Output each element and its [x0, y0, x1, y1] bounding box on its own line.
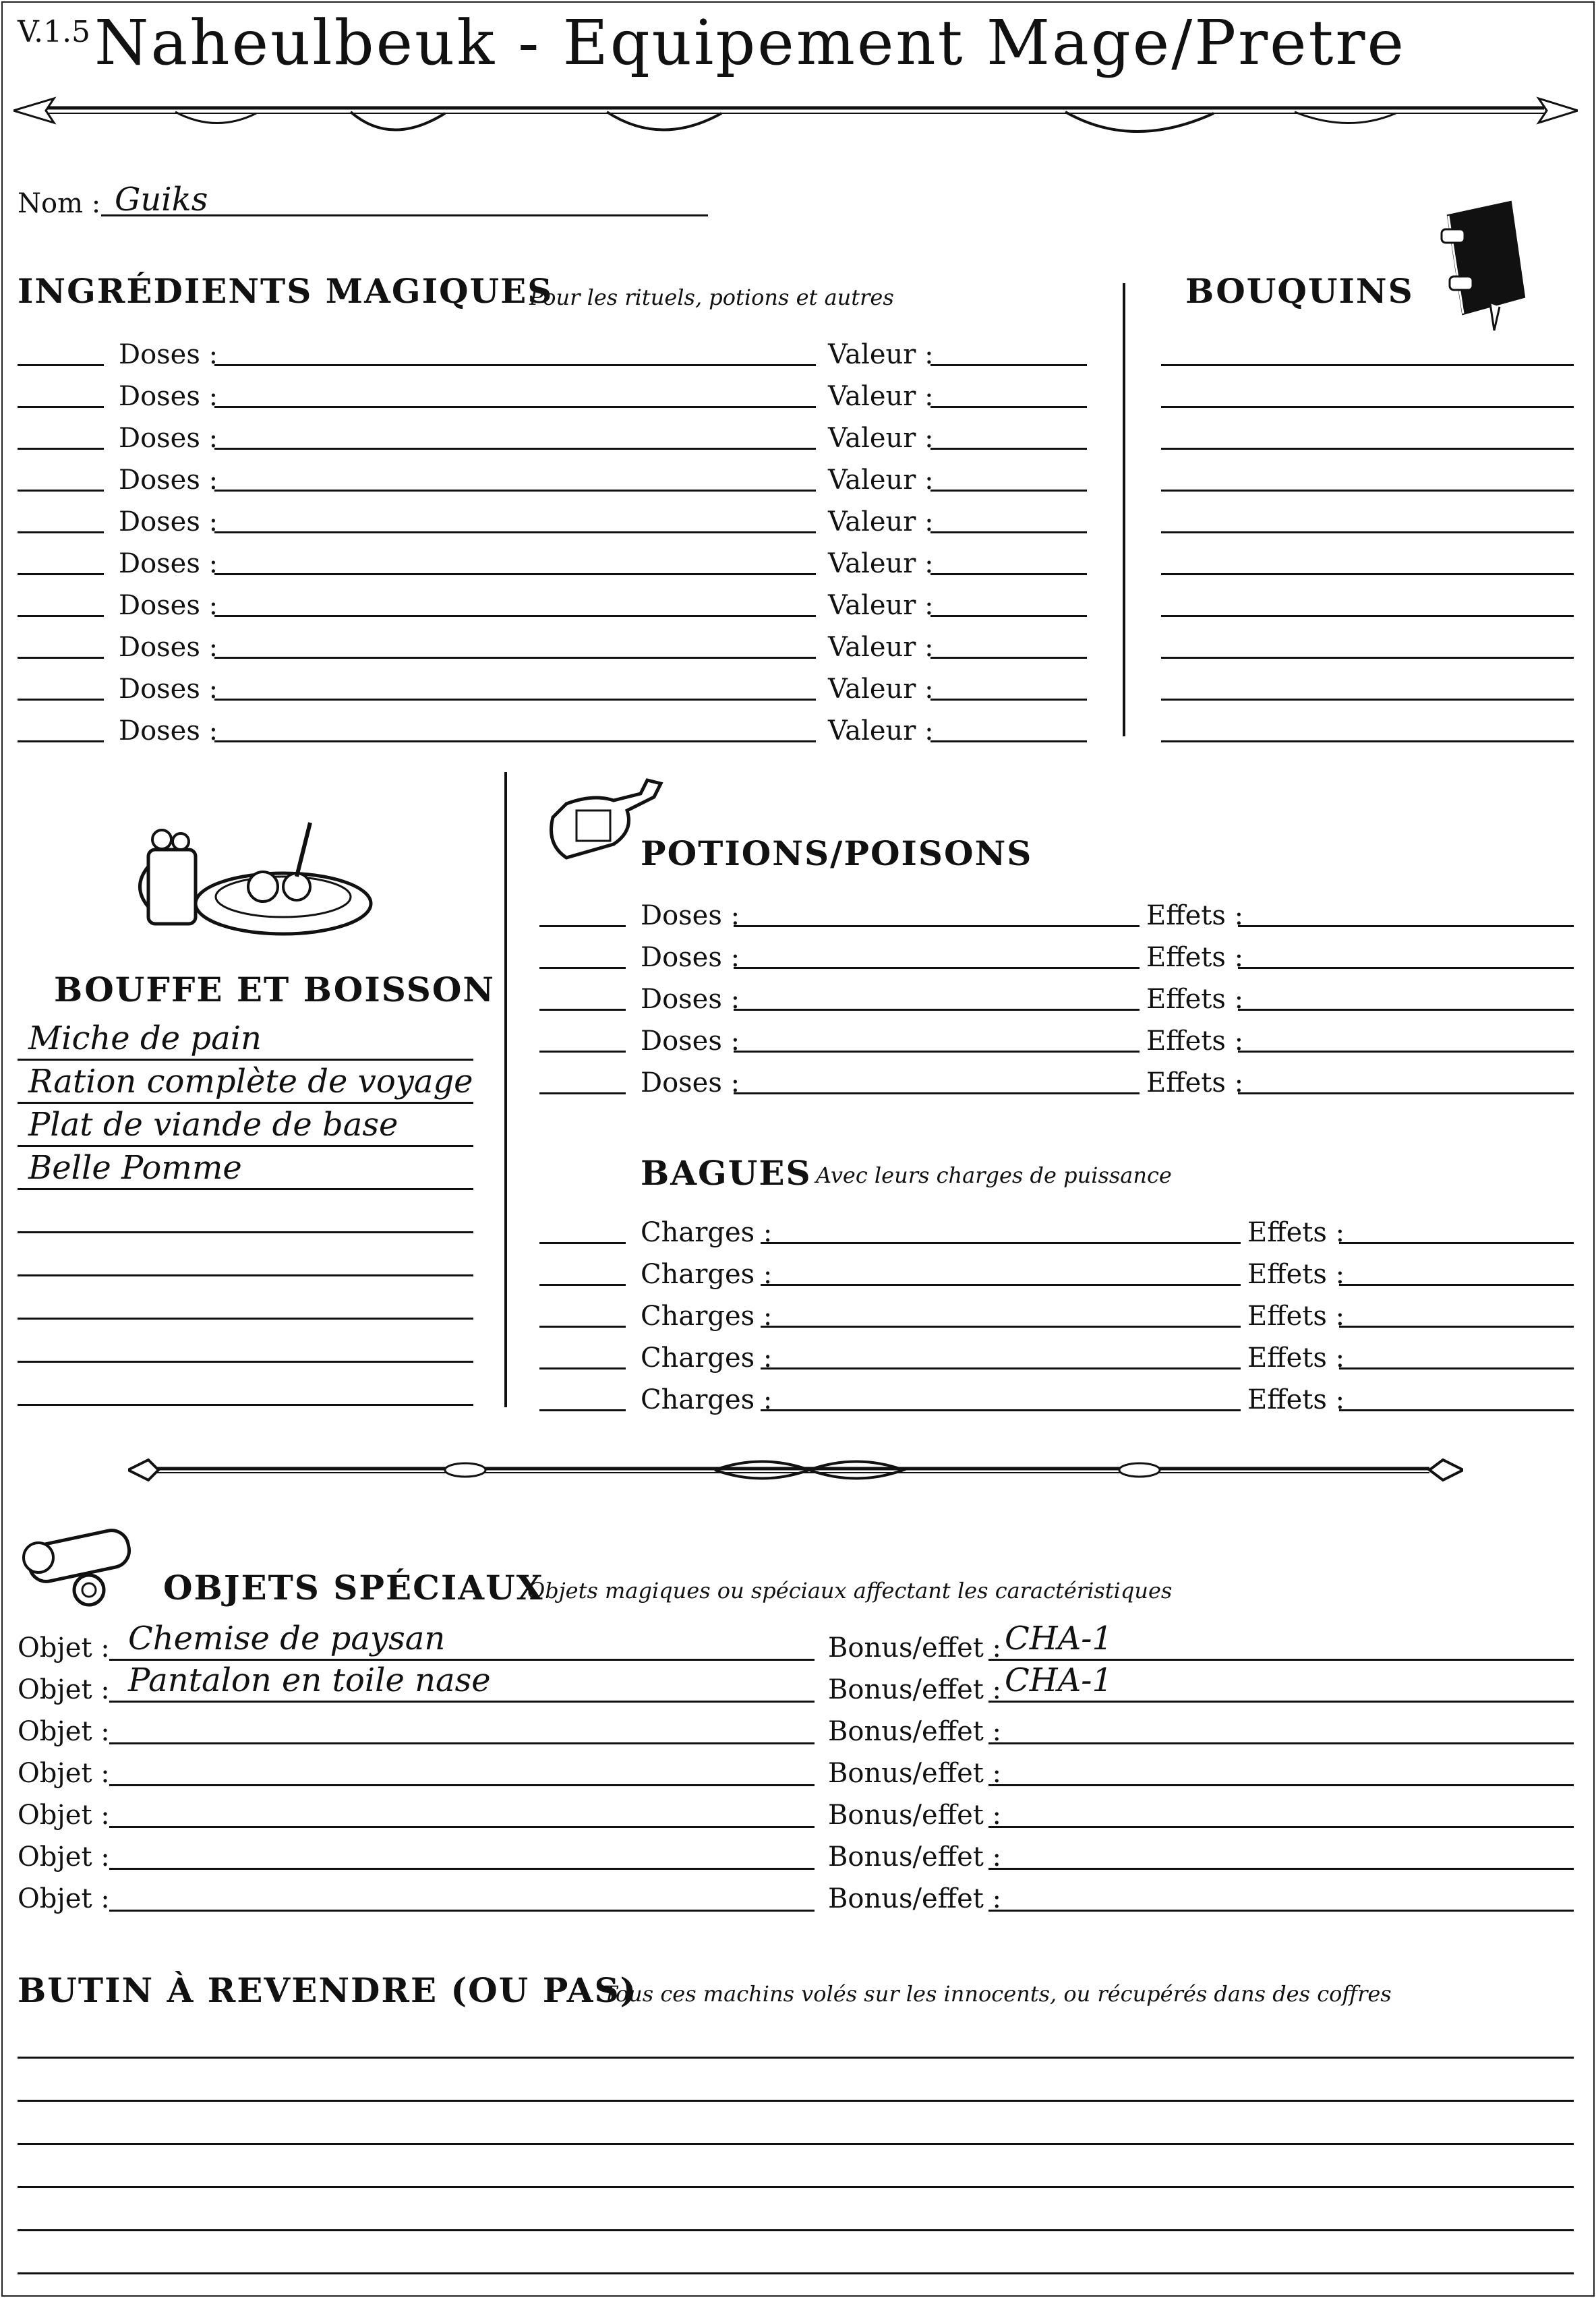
- doses-label: Doses :: [119, 548, 218, 579]
- ingredient-qty-field[interactable]: [18, 573, 104, 575]
- bouquin-field[interactable]: [1161, 657, 1574, 659]
- potion-name-field[interactable]: [734, 1009, 1140, 1011]
- wand-divider-icon: [128, 1450, 1463, 1490]
- doses-label: Doses :: [119, 632, 218, 663]
- bonus-field[interactable]: [988, 1868, 1574, 1870]
- butin-field[interactable]: [18, 2057, 1574, 2059]
- butin-field[interactable]: [18, 2143, 1574, 2145]
- valeur-label: Valeur :: [828, 506, 934, 537]
- objet-value: Pantalon en toile nase: [128, 1661, 491, 1699]
- bonus-label: Bonus/effet :: [828, 1716, 1002, 1747]
- ingredient-value-field[interactable]: [930, 740, 1087, 742]
- ingredient-qty-field[interactable]: [18, 531, 104, 533]
- effets-label: Effets :: [1146, 1067, 1244, 1098]
- ingredient-name-field[interactable]: [214, 740, 816, 742]
- bouquin-field[interactable]: [1161, 740, 1574, 742]
- potion-name-field[interactable]: [734, 925, 1140, 927]
- objet-value: Chemise de paysan: [128, 1620, 446, 1657]
- book-icon: [1436, 196, 1537, 337]
- bagues-heading: BAGUES: [641, 1153, 812, 1193]
- bouffe-field[interactable]: [18, 1274, 473, 1276]
- effets-label: Effets :: [1247, 1259, 1345, 1290]
- bouquin-field[interactable]: [1161, 531, 1574, 533]
- potion-qty-field[interactable]: [539, 967, 626, 969]
- bague-qty-field[interactable]: [539, 1367, 626, 1369]
- bouffe-item: Ration complète de voyage: [28, 1063, 473, 1100]
- potion-qty-field[interactable]: [539, 1092, 626, 1094]
- objets-subtitle: Objets magiques ou spéciaux affectant les caractéristiques: [527, 1578, 1173, 1603]
- butin-field[interactable]: [18, 2186, 1574, 2188]
- ingredient-name-field[interactable]: [214, 364, 816, 366]
- bouquin-field[interactable]: [1161, 490, 1574, 492]
- ingredient-qty-field[interactable]: [18, 406, 104, 408]
- bouffe-field[interactable]: [18, 1231, 473, 1233]
- ingredient-value-field[interactable]: [930, 406, 1087, 408]
- bague-name-field[interactable]: [761, 1326, 1241, 1328]
- bonus-label: Bonus/effet :: [828, 1800, 1002, 1831]
- potion-name-field[interactable]: [734, 1051, 1140, 1053]
- ingredients-subtitle: Pour les rituels, potions et autres: [529, 285, 894, 310]
- name-label: Nom :: [18, 188, 101, 219]
- bonus-field[interactable]: [988, 1659, 1574, 1661]
- valeur-label: Valeur :: [828, 423, 934, 454]
- ingredient-value-field[interactable]: [930, 531, 1087, 533]
- bague-name-field[interactable]: [761, 1367, 1241, 1369]
- doses-label: Doses :: [119, 381, 218, 412]
- name-value: Guiks: [115, 181, 208, 218]
- bouffe-heading: BOUFFE ET BOISSON: [54, 970, 496, 1009]
- valeur-label: Valeur :: [828, 465, 934, 496]
- charges-label: Charges :: [641, 1217, 773, 1248]
- effets-label: Effets :: [1146, 984, 1244, 1015]
- bouffe-field[interactable]: [18, 1102, 473, 1104]
- potion-effect-field[interactable]: [1238, 1009, 1574, 1011]
- potion-effect-field[interactable]: [1238, 925, 1574, 927]
- objet-field[interactable]: [109, 1659, 815, 1661]
- potion-name-field[interactable]: [734, 1092, 1140, 1094]
- ingredients-separator: [1123, 283, 1125, 736]
- ingredient-value-field[interactable]: [930, 699, 1087, 701]
- doses-label: Doses :: [119, 465, 218, 496]
- bouquin-field[interactable]: [1161, 448, 1574, 450]
- butin-heading: BUTIN À REVENDRE (OU PAS): [18, 1970, 638, 2010]
- ingredient-qty-field[interactable]: [18, 448, 104, 450]
- valeur-label: Valeur :: [828, 674, 934, 705]
- objet-field[interactable]: [109, 1868, 815, 1870]
- butin-field[interactable]: [18, 2272, 1574, 2274]
- butin-field[interactable]: [18, 2229, 1574, 2231]
- ingredients-heading: INGRÉDIENTS MAGIQUES: [18, 271, 554, 311]
- valeur-label: Valeur :: [828, 548, 934, 579]
- bague-qty-field[interactable]: [539, 1409, 626, 1411]
- effets-label: Effets :: [1146, 900, 1244, 931]
- objet-field[interactable]: [109, 1910, 815, 1912]
- ingredient-qty-field[interactable]: [18, 740, 104, 742]
- effets-label: Effets :: [1146, 1026, 1244, 1057]
- potion-effect-field[interactable]: [1238, 1092, 1574, 1094]
- valeur-label: Valeur :: [828, 715, 934, 746]
- ingredient-qty-field[interactable]: [18, 699, 104, 701]
- charges-label: Charges :: [641, 1343, 773, 1374]
- bouffe-separator: [504, 772, 507, 1407]
- bouquin-field[interactable]: [1161, 699, 1574, 701]
- bouffe-field[interactable]: [18, 1059, 473, 1061]
- bonus-value: CHA-1: [1005, 1620, 1113, 1657]
- bagues-subtitle: Avec leurs charges de puissance: [816, 1162, 1172, 1188]
- bonus-field[interactable]: [988, 1701, 1574, 1703]
- doses-label: Doses :: [119, 423, 218, 454]
- objets-heading: OBJETS SPÉCIAUX: [163, 1568, 544, 1608]
- bague-name-field[interactable]: [761, 1284, 1241, 1286]
- objet-label: Objet :: [18, 1758, 110, 1789]
- food-icon: [135, 802, 378, 944]
- bouffe-field[interactable]: [18, 1145, 473, 1147]
- butin-field[interactable]: [18, 2100, 1574, 2102]
- potion-name-field[interactable]: [734, 967, 1140, 969]
- ingredient-name-field[interactable]: [214, 699, 816, 701]
- bouquin-field[interactable]: [1161, 615, 1574, 617]
- objet-label: Objet :: [18, 1800, 110, 1831]
- potion-effect-field[interactable]: [1238, 1051, 1574, 1053]
- objet-label: Objet :: [18, 1883, 110, 1914]
- bonus-field[interactable]: [988, 1742, 1574, 1744]
- potion-qty-field[interactable]: [539, 925, 626, 927]
- bague-qty-field[interactable]: [539, 1284, 626, 1286]
- ingredient-qty-field[interactable]: [18, 490, 104, 492]
- bague-effect-field[interactable]: [1339, 1326, 1574, 1328]
- doses-label: Doses :: [641, 984, 740, 1015]
- bouffe-item: Plat de viande de base: [28, 1106, 398, 1144]
- bouquin-field[interactable]: [1161, 573, 1574, 575]
- bague-effect-field[interactable]: [1339, 1367, 1574, 1369]
- doses-label: Doses :: [641, 1026, 740, 1057]
- bouquin-field[interactable]: [1161, 364, 1574, 366]
- bouquins-heading: BOUQUINS: [1185, 271, 1414, 311]
- bouffe-field[interactable]: [18, 1188, 473, 1190]
- bouquin-field[interactable]: [1161, 406, 1574, 408]
- bonus-label: Bonus/effet :: [828, 1758, 1002, 1789]
- potion-effect-field[interactable]: [1238, 967, 1574, 969]
- bonus-label: Bonus/effet :: [828, 1674, 1002, 1705]
- bague-name-field[interactable]: [761, 1242, 1241, 1244]
- objet-field[interactable]: [109, 1784, 815, 1786]
- bonus-label: Bonus/effet :: [828, 1632, 1002, 1663]
- ingredient-name-field[interactable]: [214, 448, 816, 450]
- potion-qty-field[interactable]: [539, 1009, 626, 1011]
- effets-label: Effets :: [1146, 942, 1244, 973]
- objet-label: Objet :: [18, 1716, 110, 1747]
- objet-field[interactable]: [109, 1742, 815, 1744]
- butin-subtitle: Tous ces machins volés sur les innocents, ou récupérés dans des coffres: [603, 1981, 1392, 2007]
- doses-label: Doses :: [119, 506, 218, 537]
- bouffe-item: Miche de pain: [28, 1020, 262, 1057]
- objet-field[interactable]: [109, 1826, 815, 1828]
- bouffe-field[interactable]: [18, 1404, 473, 1406]
- ingredient-value-field[interactable]: [930, 615, 1087, 617]
- ingredient-value-field[interactable]: [930, 573, 1087, 575]
- objet-label: Objet :: [18, 1674, 110, 1705]
- potion-qty-field[interactable]: [539, 1051, 626, 1053]
- version-label: V.1.5: [18, 15, 91, 49]
- doses-label: Doses :: [641, 942, 740, 973]
- doses-label: Doses :: [641, 900, 740, 931]
- doses-label: Doses :: [119, 339, 218, 370]
- bouffe-field[interactable]: [18, 1318, 473, 1320]
- objet-label: Objet :: [18, 1632, 110, 1663]
- bague-name-field[interactable]: [761, 1409, 1241, 1411]
- effets-label: Effets :: [1247, 1301, 1345, 1332]
- ingredient-name-field[interactable]: [214, 615, 816, 617]
- bonus-field[interactable]: [988, 1784, 1574, 1786]
- bonus-field[interactable]: [988, 1910, 1574, 1912]
- ingredient-value-field[interactable]: [930, 490, 1087, 492]
- effets-label: Effets :: [1247, 1384, 1345, 1415]
- bague-effect-field[interactable]: [1339, 1242, 1574, 1244]
- effets-label: Effets :: [1247, 1343, 1345, 1374]
- potions-heading: POTIONS/POISONS: [641, 833, 1033, 873]
- objet-label: Objet :: [18, 1842, 110, 1873]
- ingredient-name-field[interactable]: [214, 531, 816, 533]
- ingredient-value-field[interactable]: [930, 448, 1087, 450]
- ingredient-qty-field[interactable]: [18, 615, 104, 617]
- ingredient-qty-field[interactable]: [18, 364, 104, 366]
- bague-qty-field[interactable]: [539, 1242, 626, 1244]
- valeur-label: Valeur :: [828, 590, 934, 621]
- ingredient-value-field[interactable]: [930, 364, 1087, 366]
- valeur-label: Valeur :: [828, 339, 934, 370]
- ingredient-qty-field[interactable]: [18, 657, 104, 659]
- doses-label: Doses :: [119, 715, 218, 746]
- bague-effect-field[interactable]: [1339, 1284, 1574, 1286]
- ingredient-name-field[interactable]: [214, 657, 816, 659]
- doses-label: Doses :: [641, 1067, 740, 1098]
- valeur-label: Valeur :: [828, 632, 934, 663]
- bonus-field[interactable]: [988, 1826, 1574, 1828]
- ingredient-value-field[interactable]: [930, 657, 1087, 659]
- scroll-ring-icon: [15, 1510, 156, 1612]
- bonus-value: CHA-1: [1005, 1661, 1113, 1699]
- charges-label: Charges :: [641, 1301, 773, 1332]
- objet-field[interactable]: [109, 1701, 815, 1703]
- charges-label: Charges :: [641, 1384, 773, 1415]
- staff-divider-icon: [13, 86, 1578, 147]
- bouffe-item: Belle Pomme: [28, 1149, 242, 1187]
- page-title: Naheulbeuk - Equipement Mage/Pretre: [94, 7, 1406, 79]
- bague-qty-field[interactable]: [539, 1326, 626, 1328]
- ingredient-name-field[interactable]: [214, 490, 816, 492]
- valeur-label: Valeur :: [828, 381, 934, 412]
- bague-effect-field[interactable]: [1339, 1409, 1574, 1411]
- doses-label: Doses :: [119, 674, 218, 705]
- ingredient-name-field[interactable]: [214, 406, 816, 408]
- ingredient-name-field[interactable]: [214, 573, 816, 575]
- doses-label: Doses :: [119, 590, 218, 621]
- bonus-label: Bonus/effet :: [828, 1842, 1002, 1873]
- bouffe-field[interactable]: [18, 1361, 473, 1363]
- effets-label: Effets :: [1247, 1217, 1345, 1248]
- bonus-label: Bonus/effet :: [828, 1883, 1002, 1914]
- charges-label: Charges :: [641, 1259, 773, 1290]
